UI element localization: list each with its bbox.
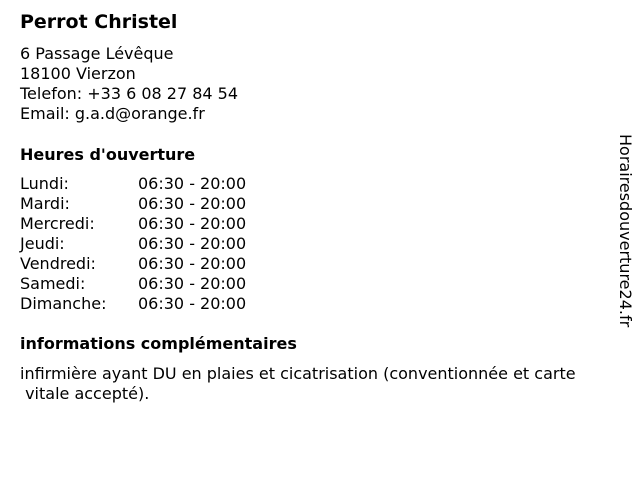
day-label: Mardi:: [20, 194, 70, 213]
hours-row-tuesday: [20, 194, 280, 214]
street-address: 6 Passage Lévêque: [20, 44, 174, 63]
day-label: Dimanche:: [20, 294, 107, 313]
phone-number: Telefon: +33 6 08 27 84 54: [20, 84, 239, 103]
additional-info-heading: informations complémentaires: [20, 334, 297, 353]
hours-row-saturday: [20, 274, 280, 294]
email-address: Email: g.a.d@orange.fr: [20, 104, 205, 123]
additional-info-text: [20, 364, 630, 404]
hours-row-sunday: [20, 294, 280, 314]
hours-row-wednesday: [20, 214, 280, 234]
time-range: 06:30 - 20:00: [138, 234, 247, 253]
day-label: Mercredi:: [20, 214, 95, 233]
day-label: Vendredi:: [20, 254, 96, 273]
opening-hours-heading: Heures d'ouverture: [20, 145, 196, 164]
site-watermark: Horairesdouverture24.fr: [616, 134, 635, 328]
time-range: 06:30 - 20:00: [138, 174, 247, 193]
business-name: Perrot Christel: [20, 11, 178, 33]
hours-row-monday: [20, 174, 280, 194]
info-line: infirmière ayant DU en plaies et cicatrisation (conventionnée et carte: [20, 364, 576, 383]
opening-hours-table: [20, 174, 280, 314]
city-postal: 18100 Vierzon: [20, 64, 136, 83]
day-label: Lundi:: [20, 174, 69, 193]
time-range: 06:30 - 20:00: [138, 294, 247, 313]
time-range: 06:30 - 20:00: [138, 214, 247, 233]
day-label: Samedi:: [20, 274, 86, 293]
hours-row-thursday: [20, 234, 280, 254]
time-range: 06:30 - 20:00: [138, 254, 247, 273]
time-range: 06:30 - 20:00: [138, 274, 247, 293]
info-line: vitale accepté).: [20, 384, 150, 403]
address-block: [20, 44, 238, 124]
day-label: Jeudi:: [20, 234, 65, 253]
time-range: 06:30 - 20:00: [138, 194, 247, 213]
hours-row-friday: [20, 254, 280, 274]
